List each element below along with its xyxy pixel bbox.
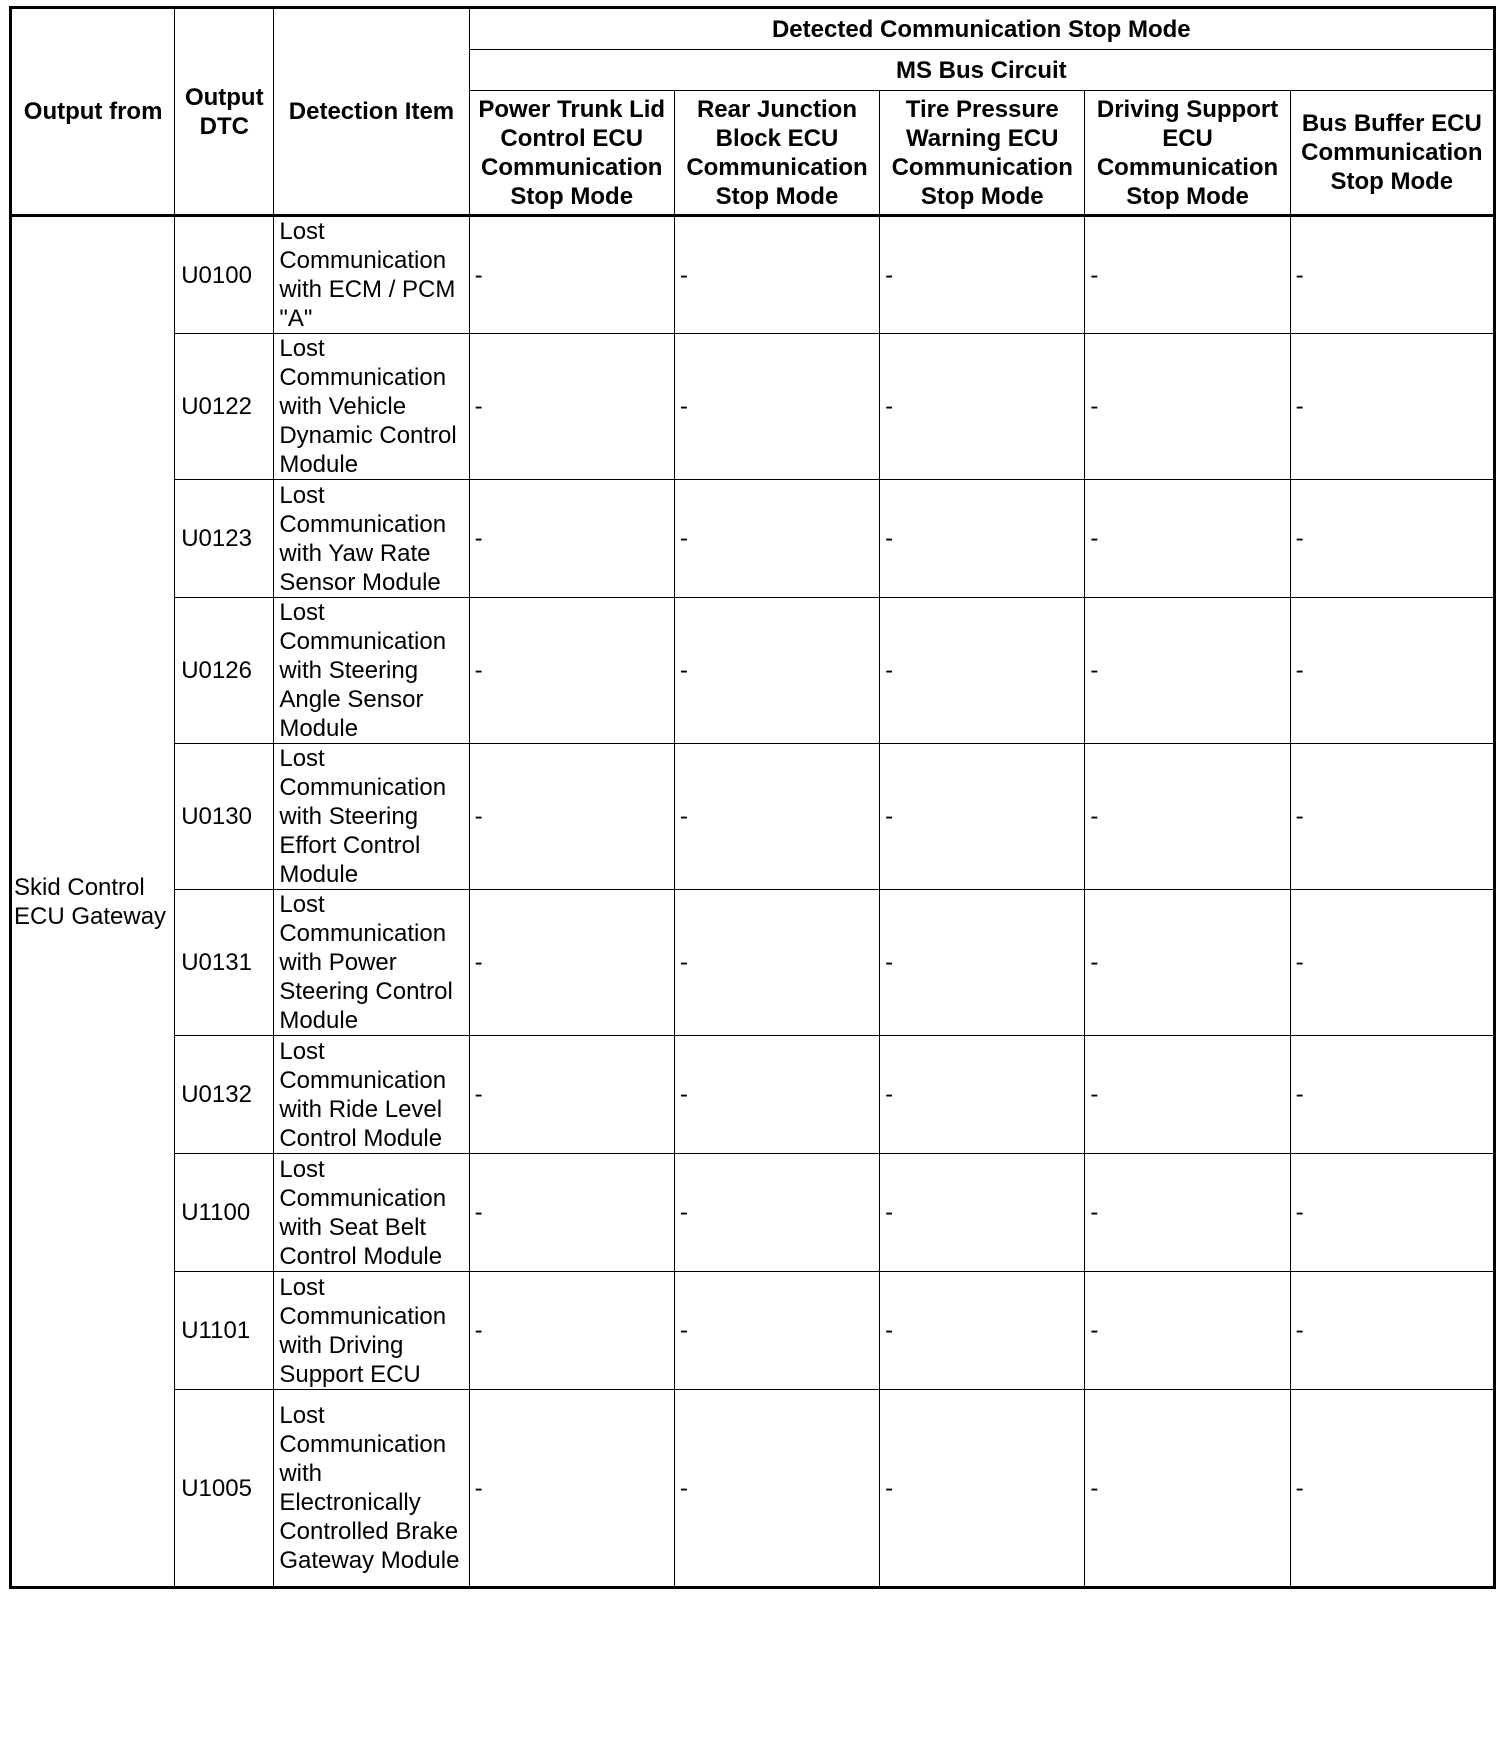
mode-value: - bbox=[674, 1154, 879, 1272]
mode-value: - bbox=[1290, 890, 1494, 1036]
mode-value: - bbox=[1085, 334, 1290, 480]
mode-value: - bbox=[674, 1390, 879, 1588]
table-row bbox=[11, 744, 1495, 890]
header-mode-bus-buffer: Bus Buffer ECU Communication Stop Mode bbox=[1290, 91, 1494, 216]
detection-item: Lost Communication with Ride Level Control Module bbox=[274, 1036, 469, 1154]
mode-value: - bbox=[1290, 334, 1494, 480]
table-row bbox=[11, 1154, 1495, 1272]
mode-value: - bbox=[469, 480, 674, 598]
detection-item: Lost Communication with Steering Angle Sensor Module bbox=[274, 598, 469, 744]
header-mode-driving-support: Driving Support ECU Communication Stop Mode bbox=[1085, 91, 1290, 216]
table-row bbox=[11, 334, 1495, 480]
header-ms-bus-circuit: MS Bus Circuit bbox=[469, 50, 1494, 91]
mode-value: - bbox=[1085, 216, 1290, 334]
detection-item: Lost Communication with ECM / PCM "A" bbox=[274, 216, 469, 334]
dtc-code: U0132 bbox=[175, 1036, 274, 1154]
mode-value: - bbox=[1085, 1390, 1290, 1588]
detection-item: Lost Communication with Power Steering Control Module bbox=[274, 890, 469, 1036]
detection-item: Lost Communication with Yaw Rate Sensor Module bbox=[274, 480, 469, 598]
mode-value: - bbox=[1290, 1036, 1494, 1154]
detection-item: Lost Communication with Vehicle Dynamic Control Module bbox=[274, 334, 469, 480]
table-row bbox=[11, 1036, 1495, 1154]
table-row bbox=[11, 1272, 1495, 1390]
mode-value: - bbox=[674, 890, 879, 1036]
mode-value: - bbox=[1085, 1036, 1290, 1154]
dtc-code: U1005 bbox=[175, 1390, 274, 1588]
header-detected-communication-stop-mode: Detected Communication Stop Mode bbox=[469, 8, 1494, 50]
header-detection-item: Detection Item bbox=[274, 8, 469, 216]
mode-value: - bbox=[1290, 1154, 1494, 1272]
mode-value: - bbox=[1290, 480, 1494, 598]
table-row bbox=[11, 1390, 1495, 1588]
mode-value: - bbox=[674, 744, 879, 890]
mode-value: - bbox=[674, 334, 879, 480]
mode-value: - bbox=[674, 216, 879, 334]
mode-value: - bbox=[1085, 598, 1290, 744]
mode-value: - bbox=[469, 744, 674, 890]
mode-value: - bbox=[880, 744, 1085, 890]
mode-value: - bbox=[1085, 744, 1290, 890]
mode-value: - bbox=[1290, 744, 1494, 890]
dtc-code: U0123 bbox=[175, 480, 274, 598]
mode-value: - bbox=[674, 598, 879, 744]
mode-value: - bbox=[674, 480, 879, 598]
mode-value: - bbox=[469, 216, 674, 334]
mode-value: - bbox=[880, 1154, 1085, 1272]
mode-value: - bbox=[880, 334, 1085, 480]
detection-item: Lost Communication with Steering Effort Control Module bbox=[274, 744, 469, 890]
mode-value: - bbox=[1085, 1272, 1290, 1390]
header-mode-power-trunk-lid: Power Trunk Lid Control ECU Communication Stop Mode bbox=[469, 91, 674, 216]
mode-value: - bbox=[469, 1154, 674, 1272]
mode-value: - bbox=[880, 598, 1085, 744]
mode-value: - bbox=[1290, 216, 1494, 334]
header-output-dtc: Output DTC bbox=[175, 8, 274, 216]
mode-value: - bbox=[880, 216, 1085, 334]
table-row bbox=[11, 890, 1495, 1036]
mode-value: - bbox=[880, 1390, 1085, 1588]
mode-value: - bbox=[880, 1272, 1085, 1390]
dtc-code: U1100 bbox=[175, 1154, 274, 1272]
header-mode-rear-junction-block: Rear Junction Block ECU Communication Stop Mode bbox=[674, 91, 879, 216]
table-row bbox=[11, 480, 1495, 598]
detection-item: Lost Communication with Electronically Controlled Brake Gateway Module bbox=[274, 1390, 469, 1588]
table-row bbox=[11, 598, 1495, 744]
mode-value: - bbox=[469, 1390, 674, 1588]
mode-value: - bbox=[469, 890, 674, 1036]
mode-value: - bbox=[469, 334, 674, 480]
mode-value: - bbox=[1290, 1390, 1494, 1588]
detection-item: Lost Communication with Seat Belt Control Module bbox=[274, 1154, 469, 1272]
mode-value: - bbox=[674, 1036, 879, 1154]
dtc-code: U1101 bbox=[175, 1272, 274, 1390]
mode-value: - bbox=[469, 1036, 674, 1154]
dtc-code: U0131 bbox=[175, 890, 274, 1036]
mode-value: - bbox=[1290, 1272, 1494, 1390]
mode-value: - bbox=[469, 1272, 674, 1390]
detection-item: Lost Communication with Driving Support ECU bbox=[274, 1272, 469, 1390]
mode-value: - bbox=[1085, 1154, 1290, 1272]
header-output-from: Output from bbox=[11, 8, 175, 216]
mode-value: - bbox=[880, 480, 1085, 598]
dtc-code: U0100 bbox=[175, 216, 274, 334]
dtc-code: U0122 bbox=[175, 334, 274, 480]
mode-value: - bbox=[1085, 480, 1290, 598]
mode-value: - bbox=[880, 890, 1085, 1036]
table-header bbox=[11, 8, 1495, 216]
table-body bbox=[11, 216, 1495, 1588]
dtc-code: U0130 bbox=[175, 744, 274, 890]
mode-value: - bbox=[674, 1272, 879, 1390]
dtc-table bbox=[9, 6, 1496, 1589]
mode-value: - bbox=[1290, 598, 1494, 744]
header-mode-tire-pressure-warning: Tire Pressure Warning ECU Communication Stop Mode bbox=[880, 91, 1085, 216]
dtc-code: U0126 bbox=[175, 598, 274, 744]
mode-value: - bbox=[880, 1036, 1085, 1154]
table-row bbox=[11, 216, 1495, 334]
mode-value: - bbox=[1085, 890, 1290, 1036]
output-from-cell: Skid Control ECU Gateway bbox=[11, 216, 175, 1588]
mode-value: - bbox=[469, 598, 674, 744]
